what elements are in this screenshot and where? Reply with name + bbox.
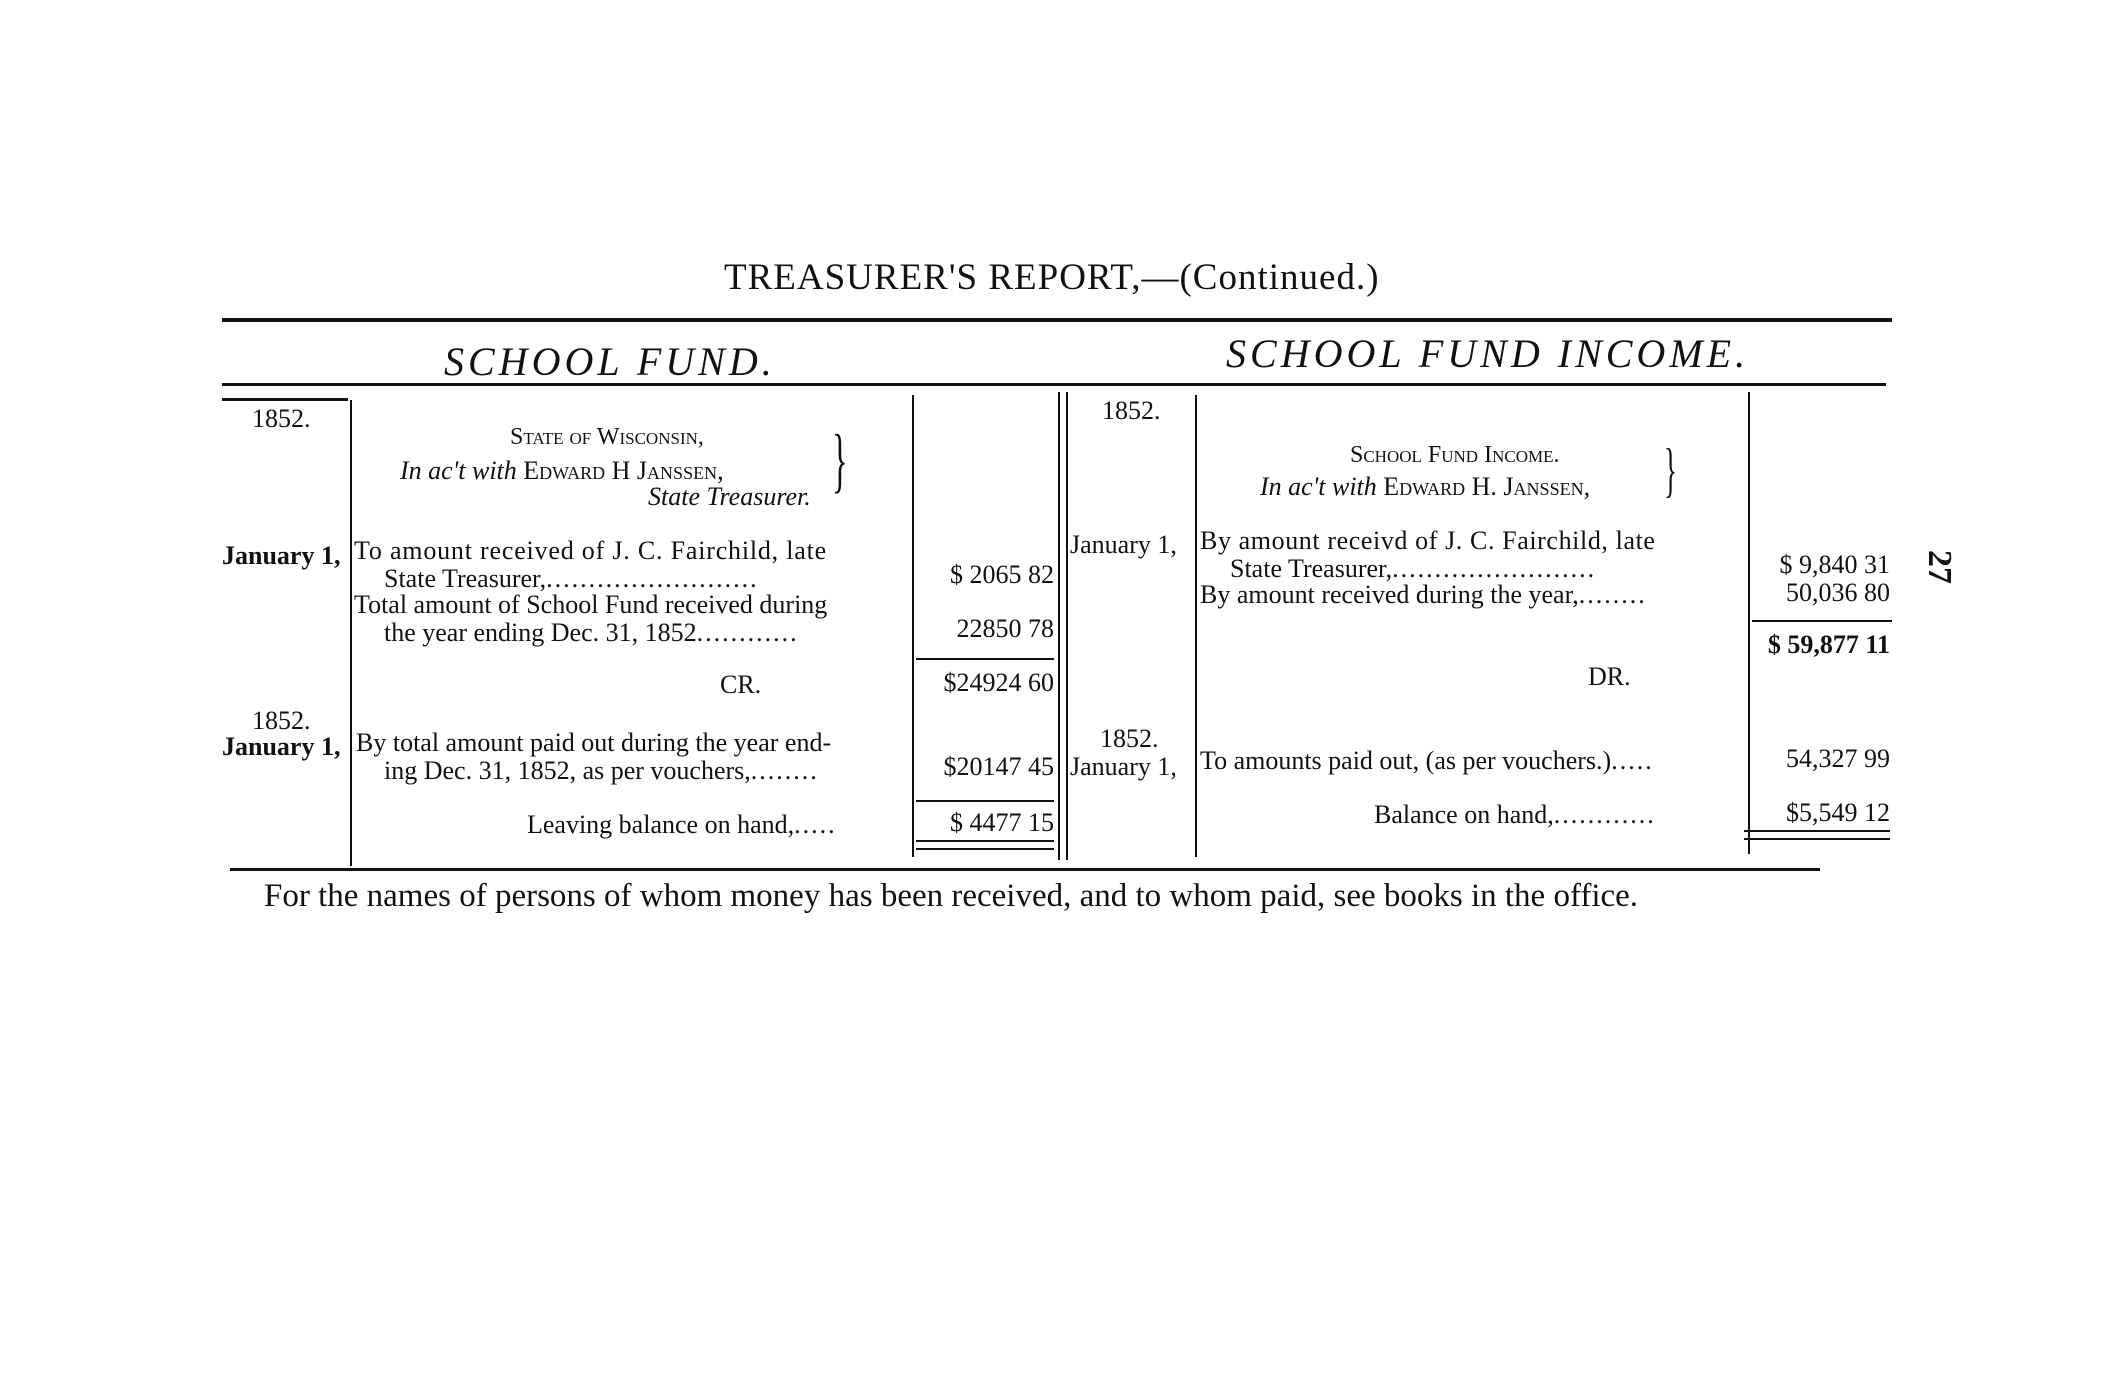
- income-e1-date: January 1,: [1070, 530, 1177, 559]
- school-fund-double-rule-a: [916, 840, 1054, 842]
- school-fund-e3-line2: ing Dec. 31, 1852, as per vouchers,........: [384, 756, 819, 785]
- income-e2-line1: By amount received during the year,........: [1200, 580, 1647, 609]
- school-fund-e1-date: January 1,: [222, 541, 341, 570]
- school-fund-e1-line2: State Treasurer,.........................: [384, 564, 759, 593]
- income-balance-label: Balance on hand,............: [1374, 800, 1656, 829]
- school-fund-e2-line2: the year ending Dec. 31, 1852............: [384, 618, 799, 647]
- school-fund-cr-label: CR.: [720, 670, 762, 699]
- page-number: 27: [1921, 550, 1958, 584]
- school-fund-e3-amount: $20147 45: [943, 752, 1054, 781]
- income-e3-date: January 1,: [1070, 752, 1177, 781]
- school-fund-e3-date: January 1,: [222, 732, 341, 761]
- right-amount-divider: [1748, 392, 1750, 854]
- income-e1-amount: $ 9,840 31: [1779, 550, 1890, 579]
- school-fund-account-line3: State Treasurer.: [648, 482, 811, 511]
- school-fund-total-rule: [916, 658, 1054, 660]
- left-date-divider: [350, 400, 352, 866]
- income-double-rule-a: [1744, 830, 1890, 832]
- income-total-rule: [1752, 620, 1892, 622]
- top-rule: [222, 318, 1892, 322]
- school-fund-e2-line1: Total amount of School Fund received during: [354, 590, 828, 619]
- bottom-rule: [230, 868, 1820, 871]
- school-fund-account-line2: In ac't with Edward H Janssen,: [400, 456, 724, 485]
- income-total-amount: $ 59,877 11: [1767, 630, 1890, 659]
- income-e1-line1: By amount receivd of J. C. Fairchild, late: [1200, 526, 1656, 555]
- brace-icon: }: [832, 420, 848, 500]
- school-fund-e1-line1: To amount received of J. C. Fairchild, late: [354, 536, 828, 565]
- school-fund-double-rule-b: [916, 848, 1054, 850]
- table-top-rule: [222, 398, 348, 401]
- footnote: For the names of persons of whom money has been received, and to whom paid, see books in the office.: [264, 878, 1639, 914]
- right-date-divider: [1195, 395, 1197, 857]
- income-balance-amount: $5,549 12: [1786, 798, 1890, 827]
- brace-icon: }: [1664, 437, 1677, 503]
- income-dr-label: DR.: [1588, 662, 1631, 691]
- school-fund-income-title: SCHOOL FUND INCOME.: [1226, 331, 1750, 376]
- school-fund-account-line1: State of Wisconsin,: [510, 424, 704, 450]
- school-fund-title: SCHOOL FUND.: [444, 339, 776, 384]
- center-divider-b: [1066, 392, 1068, 860]
- school-fund-e2-amount: 22850 78: [956, 614, 1054, 643]
- income-year: 1852.: [1102, 396, 1161, 425]
- school-fund-e3-year: 1852.: [252, 706, 311, 735]
- left-amount-divider: [912, 395, 914, 857]
- income-account-line2: In ac't with Edward H. Janssen,: [1260, 472, 1591, 501]
- income-e3-year: 1852.: [1100, 724, 1159, 753]
- income-account-line1: School Fund Income.: [1350, 442, 1560, 468]
- school-fund-e1-amount: $ 2065 82: [950, 560, 1054, 589]
- school-fund-balance-amount: $ 4477 15: [950, 808, 1054, 837]
- school-fund-balance-label: Leaving balance on hand,.....: [527, 810, 837, 839]
- income-e3-line1: To amounts paid out, (as per vouchers.).....: [1200, 746, 1654, 775]
- income-e3-amount: 54,327 99: [1786, 744, 1890, 773]
- school-fund-balance-rule: [916, 800, 1054, 802]
- income-double-rule-b: [1744, 838, 1890, 840]
- income-e2-amount: 50,036 80: [1786, 578, 1890, 607]
- center-divider-a: [1058, 392, 1060, 860]
- school-fund-total-amount: $24924 60: [943, 668, 1054, 697]
- page-title: TREASURER'S REPORT,—(Continued.): [724, 257, 1380, 298]
- income-e1-line2: State Treasurer,........................: [1230, 554, 1597, 583]
- school-fund-e3-line1: By total amount paid out during the year end-: [356, 728, 832, 757]
- school-fund-year: 1852.: [252, 404, 311, 433]
